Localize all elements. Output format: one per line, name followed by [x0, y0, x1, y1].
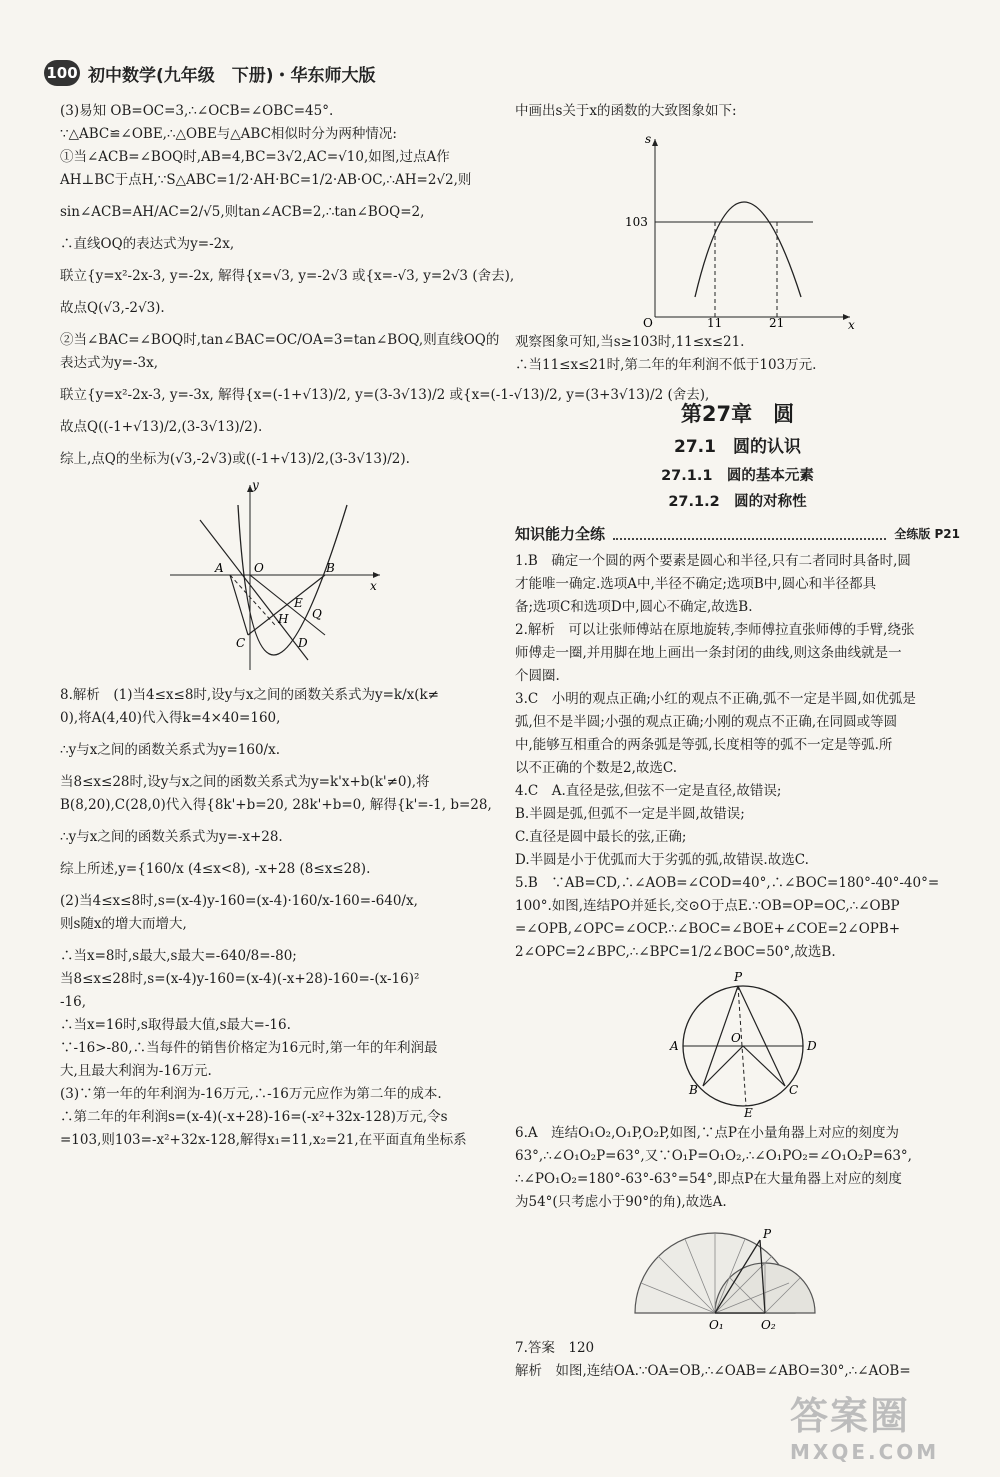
text-line: 观察图象可知,当s≥103时,11≤x≤21. [515, 334, 745, 350]
practice-label: 知识能力全练 [515, 525, 606, 543]
fig4-label-O1: O₁ [709, 1318, 724, 1332]
fig3-label-A: A [670, 1039, 679, 1053]
subsection-title: 27.1.2 圆的对称性 [668, 494, 807, 510]
text-line: 以不正确的个数是2,故选C. [515, 760, 678, 776]
fig1-label-E: E [294, 596, 303, 610]
text-line: ∴直线OQ的表达式为y=-2x, [60, 236, 235, 252]
text-line: 表达式为y=-3x, [60, 355, 158, 371]
text-line: 师傅走一圈,并用脚在地上画出一条封闭的曲线,则这条曲线就是一 [515, 645, 902, 661]
practice-bar [515, 523, 960, 544]
text-line: 联立{y=x²-2x-3, y=-2x, 解得{x=√3, y=-2√3 或{x=-√3, y=2√3 (舍去), [60, 268, 515, 284]
text-line: ①当∠ACB=∠BOQ时,AB=4,BC=3√2,AC=√10,如图,过点A作 [60, 149, 450, 165]
text-line: B.半圆是弧,但弧不一定是半圆,故错误; [515, 806, 745, 822]
text-line: 当8≤x≤28时,设y与x之间的函数关系式为y=k'x+b(k'≠0),将 [60, 774, 430, 790]
text-line: (3)易知 OB=OC=3,∴∠OCB=∠OBC=45°. [60, 103, 334, 119]
text-line: 当8≤x≤28时,s=(x-4)y-160=(x-4)(-x+28)-160=-(x-16)² [60, 971, 420, 987]
text-line: ∵△ABC≌∠OBE,∴△OBE与△ABC相似时分为两种情况: [60, 126, 397, 142]
text-line: ∴当x=16时,s取得最大值,s最大=-16. [60, 1017, 291, 1033]
text-line: 7.答案 120 [515, 1340, 595, 1356]
text-line: 8.解析 (1)当4≤x≤8时,设y与x之间的函数关系式为y=k/x(k≠ [60, 687, 439, 703]
fig1-label-Q: Q [312, 607, 322, 621]
text-line: 中,能够互相重合的两条弧是等弧,长度相等的弧不一定是等弧.所 [515, 737, 893, 753]
text-line: 弧,但不是半圆;小强的观点正确;小刚的观点不正确,在同圆或等圆 [515, 714, 898, 730]
text-line: ∴y与x之间的函数关系式为y=160/x. [60, 742, 280, 758]
text-line: 个圆圈. [515, 668, 560, 684]
book-title: 初中数学(九年级 下册)・华东师大版 [88, 65, 376, 86]
text-line: =∠OPB,∠OPC=∠OCP.∴∠BOC=∠BOE+∠COE=2∠OPB+ [515, 921, 901, 937]
text-line: 63°,∴∠O₁O₂P=63°,又∵O₁P=O₁O₂,∴∠O₁PO₂=∠O₁O₂P=63°, [515, 1148, 912, 1164]
fig1-label-C: C [236, 636, 246, 650]
text-line: 综上所述,y={160/x (4≤x<8), -x+28 (8≤x≤28). [60, 861, 371, 877]
protractor-figure [515, 1218, 960, 1333]
fig1-label-A: A [215, 561, 224, 575]
text-line: 才能唯一确定.选项A中,半径不确定;选项B中,圆心和半径都具 [515, 576, 877, 592]
fig4-label-O2: O₂ [761, 1318, 776, 1332]
watermark-logo [790, 1385, 980, 1465]
answers-1-5 [515, 550, 960, 964]
fig3-label-P: P [734, 970, 743, 984]
text-line: 4.C A.直径是弦,但弦不一定是直径,故错误; [515, 783, 782, 799]
fig3-label-D: D [807, 1039, 817, 1053]
fig2-label-103: 103 [625, 215, 648, 229]
text-line: ∵-16>-80,∴当每件的销售价格定为16元时,第一年的年利润最 [60, 1040, 438, 1056]
text-line: ∴当11≤x≤21时,第二年的年利润不低于103万元. [515, 357, 817, 373]
text-line: ∴第二年的年利润s=(x-4)(-x+28)-16=(-x²+32x-128)万元,令s [60, 1109, 448, 1125]
text-line: 则s随x的增大而增大, [60, 916, 187, 932]
page-header [44, 58, 376, 88]
answer-7 [515, 1337, 960, 1383]
text-line: (2)当4≤x≤8时,s=(x-4)y-160=(x-4)·160/x-160=-640/x, [60, 893, 418, 909]
text-line: =103,则103=-x²+32x-128,解得x₁=11,x₂=21,在平面直角坐标系 [60, 1132, 467, 1148]
dotted-leader [613, 528, 886, 540]
text-line: 0),将A(4,40)代入得k=4×40=160, [60, 710, 281, 726]
text-line: C.直径是圆中最长的弦,正确; [515, 829, 687, 845]
fig1-label-H: H [278, 612, 289, 626]
parabola-figure [60, 475, 490, 680]
profit-curve-figure [515, 127, 960, 332]
text-line: 联立{y=x²-2x-3, y=-3x, 解得{x=(-1+√13)/2, y=(3-3√13)/2 或{x=(-1-√13)/2, y=(3+3√13)/2 (舍去), [60, 387, 710, 403]
watermark-url: MXQE.COM [790, 1440, 940, 1464]
practice-ref: 全练版 P21 [894, 527, 960, 541]
text-line: 5.B ∵AB=CD,∴∠AOB=∠COD=40°,∴∠BOC=180°-40°-40°= [515, 875, 940, 891]
text-line: 中画出s关于x的函数的大致图象如下: [515, 103, 737, 119]
text-line: 为54°(只考虑小于90°的角),故选A. [515, 1194, 727, 1210]
text-line: 6.A 连结O₁O₂,O₁P,O₂P,如图,∵点P在小量角器上对应的刻度为 [515, 1125, 899, 1141]
text-line: 100°.如图,连结PO并延长,交⊙O于点E.∵OB=OP=OC,∴∠OBP [515, 898, 900, 914]
text-line: (3)∵第一年的年利润为-16万元,∴-16万元应作为第二年的成本. [60, 1086, 442, 1102]
fig1-label-x: x [370, 579, 377, 593]
fig4-label-P: P [763, 1227, 772, 1241]
fig1-label-y: y [252, 478, 259, 492]
solution-problem-8 [60, 684, 490, 1152]
text-line: D.半圆是小于优弧而大于劣弧的弧,故错误.故选C. [515, 852, 809, 868]
text-line: ∴∠PO₁O₂=180°-63°-63°=54°,即点P在大量角器上对应的刻度 [515, 1171, 902, 1187]
fig2-label-origin: O [643, 316, 653, 330]
text-line: 大,且最大利润为-16万元. [60, 1063, 212, 1079]
fig2-label-x: x [848, 318, 855, 332]
text-line: 综上,点Q的坐标为(√3,-2√3)或((-1+√13)/2,(3-3√13)/2). [60, 451, 410, 467]
page-number: 100 [44, 60, 80, 86]
text-line: 2.解析 可以让张师傅站在原地旋转,李师傅拉直张师傅的手臂,绕张 [515, 622, 915, 638]
text-line: B(8,20),C(28,0)代入得{8k'+b=20, 28k'+b=0, 解得{k'=-1, b=28, [60, 797, 492, 813]
circle-figure [515, 968, 960, 1118]
text-line: AH⊥BC于点H,∵S△ABC=1/2·AH·BC=1/2·AB·OC,∴AH=2√2,则 [60, 172, 472, 188]
fig3-label-B: B [689, 1083, 698, 1097]
fig1-label-O: O [254, 561, 264, 575]
answer-6 [515, 1122, 960, 1214]
text-line: 备;选项C和选项D中,圆心不确定,故选B. [515, 599, 753, 615]
subsection-title: 27.1.1 圆的基本元素 [661, 468, 814, 484]
text-line: 故点Q(√3,-2√3). [60, 300, 165, 316]
text-line: sin∠ACB=AH/AC=2/√5,则tan∠ACB=2,∴tan∠BOQ=2, [60, 204, 425, 220]
watermark-text: 答案圈 [790, 1394, 911, 1438]
text-line: ②当∠BAC=∠BOQ时,tan∠BAC=OC/OA=3=tan∠BOQ,则直线OQ的 [60, 332, 500, 348]
chapter-title: 第27章 圆 [680, 402, 795, 426]
fig2-label-s: s [645, 132, 652, 146]
text-line: ∴当x=8时,s最大,s最大=-640/8=-80; [60, 948, 297, 964]
text-line: ∴y与x之间的函数关系式为y=-x+28. [60, 829, 283, 845]
text-line: 2∠OPC=2∠BPC,∴∠BPC=1/2∠BOC=50°,故选B. [515, 944, 836, 960]
text-line: -16, [60, 994, 87, 1010]
right-column [515, 100, 960, 1383]
text-line: 解析 如图,连结OA.∵OA=OB,∴∠OAB=∠ABO=30°,∴∠AOB= [515, 1363, 911, 1379]
fig2-label-21: 21 [769, 316, 785, 330]
section-title: 27.1 圆的认识 [674, 437, 801, 457]
fig1-label-D: D [298, 636, 308, 650]
fig3-label-C: C [789, 1083, 799, 1097]
fig2-label-11: 11 [707, 316, 723, 330]
fig3-label-O: O [731, 1031, 741, 1045]
text-line: 故点Q((-1+√13)/2,(3-3√13)/2). [60, 419, 263, 435]
text-line: 1.B 确定一个圆的两个要素是圆心和半径,只有二者同时具备时,圆 [515, 553, 911, 569]
fig1-label-B: B [326, 561, 335, 575]
text-line: 3.C 小明的观点正确;小红的观点不正确,弧不一定是半圆,如优弧是 [515, 691, 916, 707]
fig3-label-E: E [744, 1106, 753, 1120]
